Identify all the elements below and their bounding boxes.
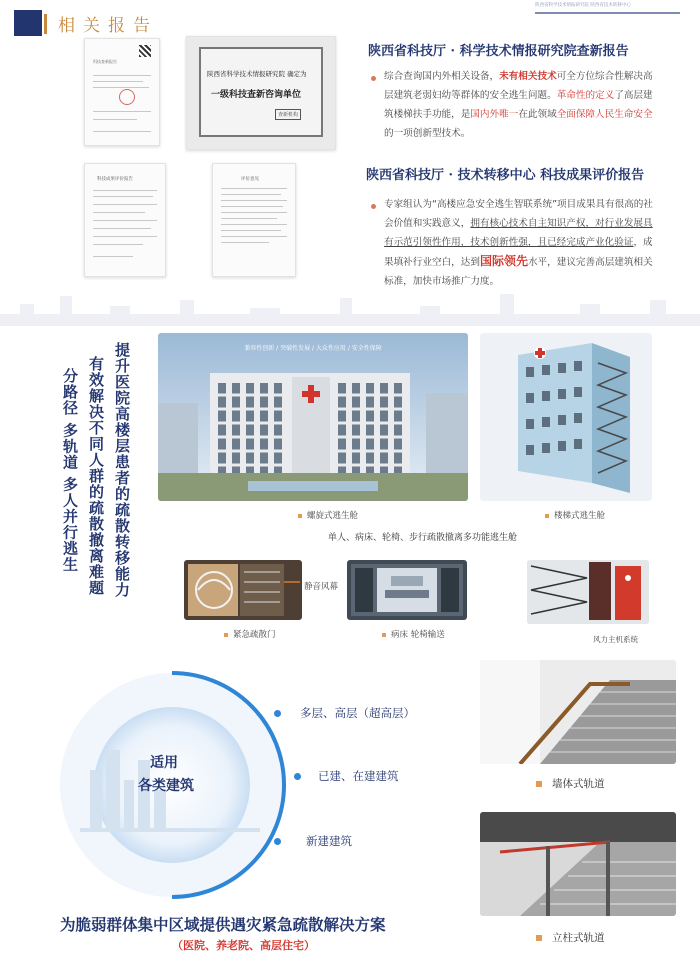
solution-subtitle: （医院、养老院、高层住宅） xyxy=(172,939,315,952)
caption-bed: 病床 轮椅输送 xyxy=(382,628,445,640)
document-heading: 科技成果评价报告 xyxy=(97,177,133,182)
column-track-photo xyxy=(480,812,676,916)
ring-center-line-2: 各类建筑 xyxy=(138,778,194,794)
stair-module-render xyxy=(480,333,652,501)
qualification-certificate xyxy=(186,36,336,150)
report-1-title: 陕西省科技厅 · 科学技术情报研究院查新报告 xyxy=(368,44,629,59)
ring-dot-3 xyxy=(274,838,281,845)
header-divider xyxy=(44,14,47,34)
certificate-seal-label: 查新机构 xyxy=(275,109,301,120)
wall-track-photo xyxy=(480,660,676,764)
report-1-body: 综合查询国内外相关设备，未有相关技术可全方位综合性解决高层建筑老弱妇幼等群体的安全逃生问题。革命性的定义了高层建筑楼梯扶手功能，是国内外唯一在此领域全面保障人民生命安全的一项创新型技术。 xyxy=(384,71,653,139)
building-type-2: 已建、在建建筑 xyxy=(318,769,399,783)
qr-code-icon xyxy=(139,45,151,57)
page-title: 相关报告 xyxy=(58,16,158,36)
caption-stair: 楼梯式逃生舱 xyxy=(545,509,605,521)
vertical-text-hospital: 提升医院高楼层患者的疏散转移能力 xyxy=(113,342,131,598)
header-right-note: 陕西省科学技术情报研究院 陕西省技术转移中心 xyxy=(535,3,631,8)
caption-door: 紧急疏散门 xyxy=(224,628,276,640)
render-banner: 兼容性创新 / 突破性发展 / 大众性应用 / 安全性保障 xyxy=(244,345,382,352)
caption-fan: 静音风幕 xyxy=(304,582,339,592)
caption-host: 风力主机系统 xyxy=(593,635,638,644)
certificate-line-1: 陕西省科学技术情报研究院 确定为 xyxy=(207,70,307,78)
vertical-text-multipath: 分路径 多轨道 多人并行逃生 xyxy=(61,368,79,573)
vertical-text-evacuation: 有效解决不同人群的疏散撤离难题 xyxy=(87,356,105,596)
ring-dot-2 xyxy=(294,773,301,780)
report-2-body: 专家组认为“高楼应急安全逃生智联系统”项目成果具有很高的社会价值和实践意义，拥有核心技术自主知识产权，对行业发展具有示范引领性作用，技术创新性强，且已经完成产业化验证，成果填补行业空白，达到国际领先水平，建议完善高层建筑相关标准，加快市场推广力度。 xyxy=(384,199,653,287)
solution-title: 为脆弱群体集中区域提供遇灾紧急疏散解决方案 xyxy=(60,915,386,934)
wind-power-host-image xyxy=(527,560,649,624)
city-silhouette-band xyxy=(0,286,700,326)
report-document-thumbnail xyxy=(84,38,160,146)
evaluation-document-thumbnail xyxy=(84,163,166,277)
building-type-1: 多层、高层（超高层） xyxy=(300,706,415,720)
caption-column-track: 立柱式轨道 xyxy=(536,930,605,945)
ring-dot-1 xyxy=(274,710,281,717)
building-type-3: 新建建筑 xyxy=(306,834,352,848)
document-heading: 科技查新报告 xyxy=(93,59,117,64)
caption-spiral: 螺旋式逃生舱 xyxy=(298,509,358,521)
ring-center-line-1: 适用 xyxy=(150,755,178,771)
certificate-line-2: 一级科技查新咨询单位 xyxy=(211,90,302,100)
report-2-title: 陕西省科技厅 · 技术转移中心 科技成果评价报告 xyxy=(366,168,645,183)
header-rule xyxy=(535,12,680,14)
hospital-building-render xyxy=(158,333,468,501)
multi-function-caption: 单人、病床、轮椅、步行疏散撤离多功能逃生舱 xyxy=(328,533,518,543)
bed-wheelchair-transport-image xyxy=(347,560,467,620)
emergency-door-image xyxy=(184,560,302,620)
document-heading: 评价意见 xyxy=(241,177,259,182)
caption-wall-track: 墙体式轨道 xyxy=(536,776,605,791)
opinion-document-thumbnail xyxy=(212,163,296,277)
red-seal-icon xyxy=(119,89,135,105)
header-block-icon xyxy=(14,10,42,36)
report-1-bullet xyxy=(371,76,376,81)
report-2-bullet xyxy=(371,204,376,209)
